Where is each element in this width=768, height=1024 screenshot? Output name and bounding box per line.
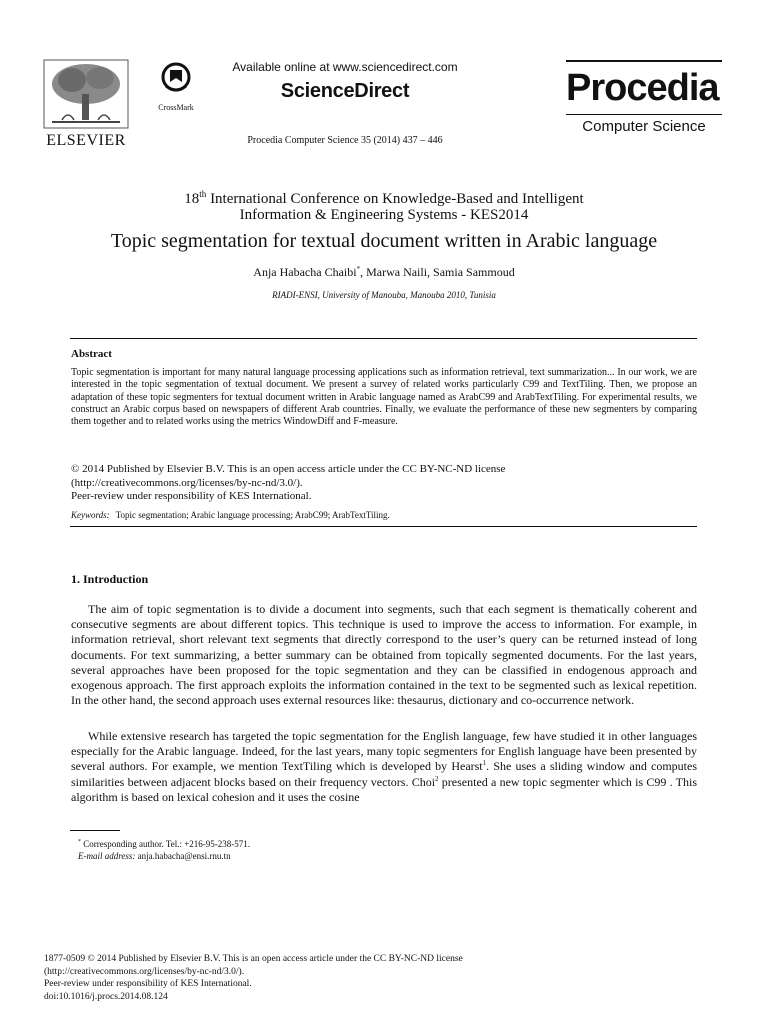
procedia-wordmark: Procedia — [566, 67, 719, 109]
license-link[interactable]: (http://creativecommons.org/licenses/by-nc-nd/3.0/). — [71, 476, 303, 489]
paragraph-text: While extensive research has targeted the topic segmentation for the English language, few have studied it in other languages especially for the Arabic language. Indeed, for the last years, many topic segmenters for English language have been presented by several authors. For example, we mention TextTiling which is developed by Hearst — [71, 729, 697, 774]
peer-review-bottom: Peer-review under responsibility of KES International. — [44, 979, 252, 989]
reference-link-1[interactable]: 1 — [482, 759, 487, 768]
affiliation: RIADI-ENSI, University of Manouba, Manouba 2010, Tunisia — [272, 290, 496, 300]
elsevier-tree-icon — [42, 58, 130, 130]
author-name: Anja Habacha Chaibi — [253, 265, 357, 279]
elsevier-wordmark: ELSEVIER — [46, 132, 126, 149]
abstract-text: Topic segmentation is important for many natural language processing applications such as information retrieval, text summarization... In our work, we are interested in the topic segmentation of textual document. We present a survey of related works particularly C99 and TextTiling. Then, we propose an adaptation of these topic segmenters for textual document written in Arabic language named as ArabC99 and ArabTextTiling. For experimental results, we construct an Arabic corpus based on newspapers of different Arab countries. Finally, we evaluate the performance of these new segmenters by comparing them together and to related works using the metrics WindowDiff and F-measure. — [71, 367, 697, 428]
keywords-label: Keywords: — [71, 510, 110, 520]
footnote-rule — [70, 830, 120, 831]
intro-paragraph-1: The aim of topic segmentation is to divide a document into segments, such that each segment is thematically coherent and consecutive segments are about different topics. This technique is used to improve the access to information. For example, in information retrieval, short relevant text segments that directly correspond to the user’s query can be returned instead of long documents. For text summarizing, a better summary can be obtained from topically segmented documents. For the last years, several approaches have been proposed for the topic segmentation and they can be classified in endogenous approach and exogenous approach. The first approach exploits the information contained in the text to be segmented such as lexical repetition. In the other hand, the second approach uses external resources like: thesaurus, dictionary and co-occurrence network. — [71, 602, 697, 708]
keywords — [71, 510, 697, 520]
paragraph-text: presented a new topic segmenter which is C99 . This algorithm is based on lexical cohesion and it uses the cosine — [71, 774, 697, 804]
issn-license-line: 1877-0509 © 2014 Published by Elsevier B.V. This is an open access article under the CC BY-NC-ND license — [44, 954, 463, 964]
conference-name — [60, 186, 708, 223]
conference-ordinal-suffix: th — [199, 189, 207, 199]
author-names-rest: , Marwa Naili, Samia Sammoud — [360, 265, 515, 279]
conference-ordinal: 18 — [184, 191, 200, 207]
crossmark-badge[interactable] — [152, 62, 200, 110]
corresponding-author-text: Corresponding author. Tel.: +216-95-238-571. — [81, 839, 251, 849]
intro-paragraph-2 — [71, 729, 697, 805]
elsevier-logo — [42, 58, 130, 150]
journal-citation: Procedia Computer Science 35 (2014) 437 – 446 — [247, 135, 443, 146]
email-label: E-mail address: — [78, 851, 136, 861]
bottom-license — [44, 953, 644, 1003]
footnote-mark: * — [78, 839, 81, 845]
email-note — [78, 850, 578, 862]
section-heading-introduction: 1. Introduction — [71, 572, 149, 586]
license-line: © 2014 Published by Elsevier B.V. This is an open access article under the CC BY-NC-ND license — [71, 463, 506, 475]
abstract-top-rule — [70, 338, 697, 339]
corresponding-author-mark: * — [356, 265, 361, 273]
crossmark-icon — [161, 62, 191, 96]
procedia-logo — [566, 60, 722, 138]
crossmark-label: CrossMark — [158, 103, 194, 112]
available-online-text: Available online at www.sciencedirect.com — [232, 60, 458, 74]
author-list — [60, 265, 708, 280]
conference-line1: International Conference on Knowledge-Based and Intelligent — [206, 191, 584, 207]
abstract-heading: Abstract — [71, 348, 112, 360]
doi-line[interactable]: doi:10.1016/j.procs.2014.08.124 — [44, 991, 168, 1002]
reference-link-2[interactable]: 2 — [435, 774, 439, 783]
license-block — [71, 463, 697, 504]
peer-review-line: Peer-review under responsibility of KES International. — [71, 490, 312, 502]
abstract-bottom-rule — [70, 526, 697, 527]
procedia-subtitle: Computer Science — [566, 114, 722, 139]
sciencedirect-logo: ScienceDirect — [280, 80, 410, 102]
paragraph-text: . She uses a sliding window and computes similarities between adjacent blocks based on their frequency vectors. Choi — [71, 759, 697, 789]
email-address[interactable]: anja.habacha@ensi.rnu.tn — [135, 851, 231, 861]
conference-line2: Information & Engineering Systems - KES2014 — [239, 207, 529, 223]
paper-title: Topic segmentation for textual document written in Arabic language — [110, 230, 658, 252]
corresponding-author-note — [78, 836, 578, 850]
footnote — [78, 836, 578, 862]
license-link-bottom[interactable]: (http://creativecommons.org/licenses/by-nc-nd/3.0/). — [44, 966, 245, 977]
keywords-list: Topic segmentation; Arabic language processing; ArabC99; ArabTextTiling. — [115, 510, 390, 520]
